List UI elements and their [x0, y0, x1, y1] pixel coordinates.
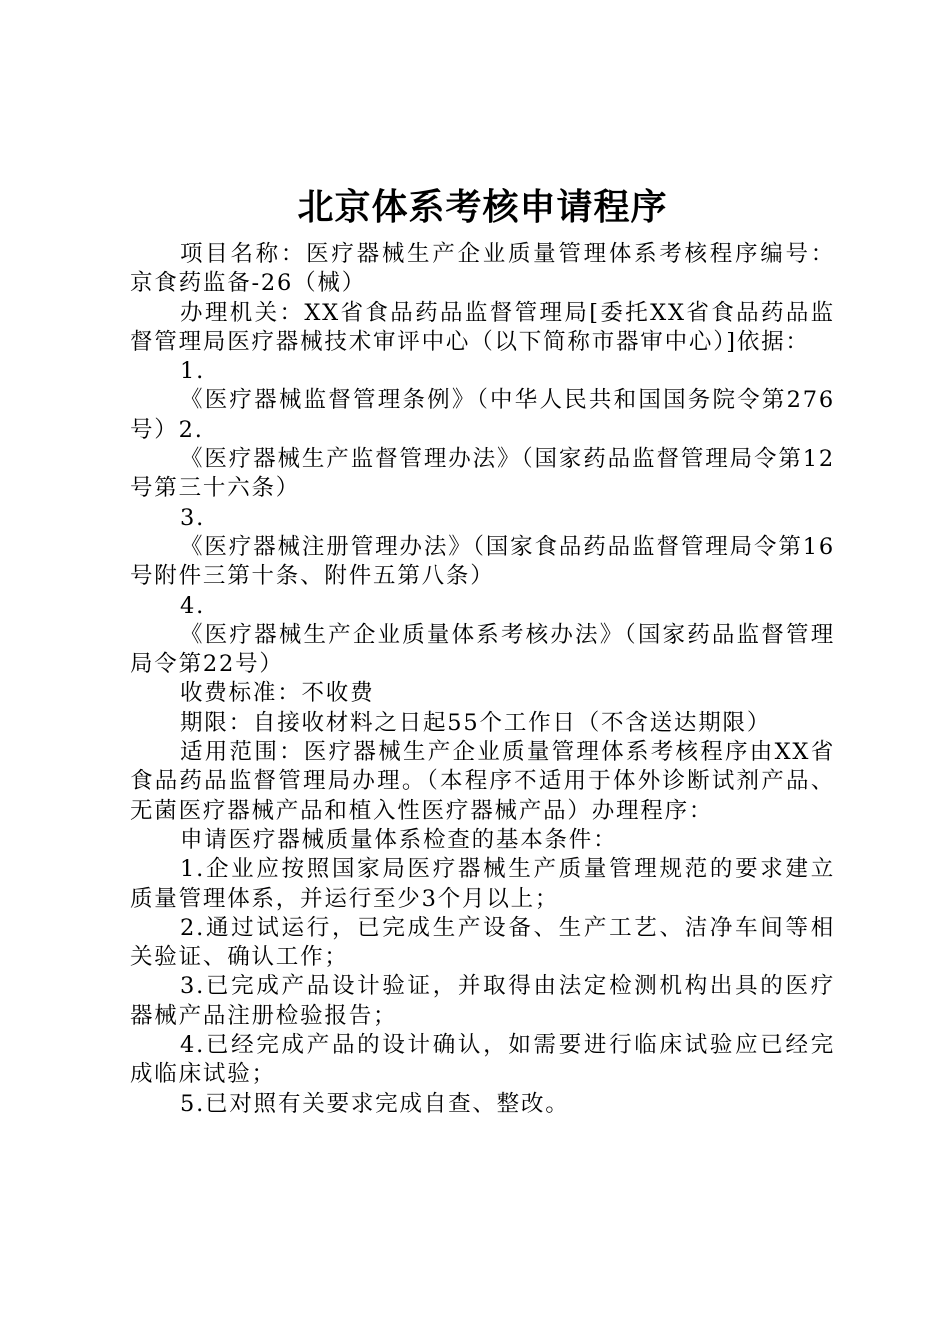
paragraph-project-name: 项目名称：医疗器械生产企业质量管理体系考核程序编号：京食药监备-26（械） [130, 241, 835, 297]
paragraph-basis-3-number: 3. [180, 504, 206, 531]
paragraph-basis-2: 《医疗器械生产监督管理办法》（国家药品监督管理局令第12号第三十六条） [130, 446, 835, 502]
paragraph-deadline: 期限：自接收材料之日起55个工作日（不含送达期限） [180, 709, 772, 736]
paragraph-condition-3: 3.已完成产品设计验证，并取得由法定检测机构出具的医疗器械产品注册检验报告； [130, 973, 835, 1029]
paragraph-condition-5: 5.已对照有关要求完成自查、整改。 [180, 1090, 570, 1117]
paragraph-scope: 适用范围：医疗器械生产企业质量管理体系考核程序由XX省食品药品监督管理局办理。（本程序不适用于体外诊断试剂产品、无菌医疗器械产品和植入性医疗器械产品）办理程序： [130, 739, 835, 824]
paragraph-basis-1-number: 1. [180, 358, 206, 385]
document-page [130, 180, 835, 1119]
document-body [130, 240, 835, 1119]
paragraph-basis-1: 《医疗器械监督管理条例》（中华人民共和国国务院令第276号）2. [130, 387, 835, 443]
paragraph-basis-3: 《医疗器械注册管理办法》（国家食品药品监督管理局令第16号附件三第十条、附件五第八条） [130, 533, 835, 590]
paragraph-condition-4: 4.已经完成产品的设计确认，如需要进行临床试验应已经完成临床试验； [130, 1032, 835, 1088]
paragraph-basis-4: 《医疗器械生产企业质量体系考核办法》（国家药品监督管理局令第22号） [130, 621, 835, 678]
document-title: 北京体系考核申请程序 [297, 187, 668, 228]
paragraph-fee: 收费标准：不收费 [180, 680, 375, 707]
paragraph-condition-1: 1.企业应按照国家局医疗器械生产质量管理规范的要求建立质量管理体系，并运行至少3个月以上； [130, 856, 835, 912]
paragraph-condition-2: 2.通过试运行，已完成生产设备、生产工艺、洁净车间等相关验证、确认工作； [130, 914, 835, 971]
paragraph-conditions-heading: 申请医疗器械质量体系检查的基本条件： [180, 826, 618, 853]
paragraph-basis-4-number: 4. [180, 592, 206, 619]
paragraph-authority: 办理机关：XX省食品药品监督管理局[委托XX省食品药品监督管理局医疗器械技术审评中心（以下简称市器审中心）]依据： [130, 299, 835, 355]
